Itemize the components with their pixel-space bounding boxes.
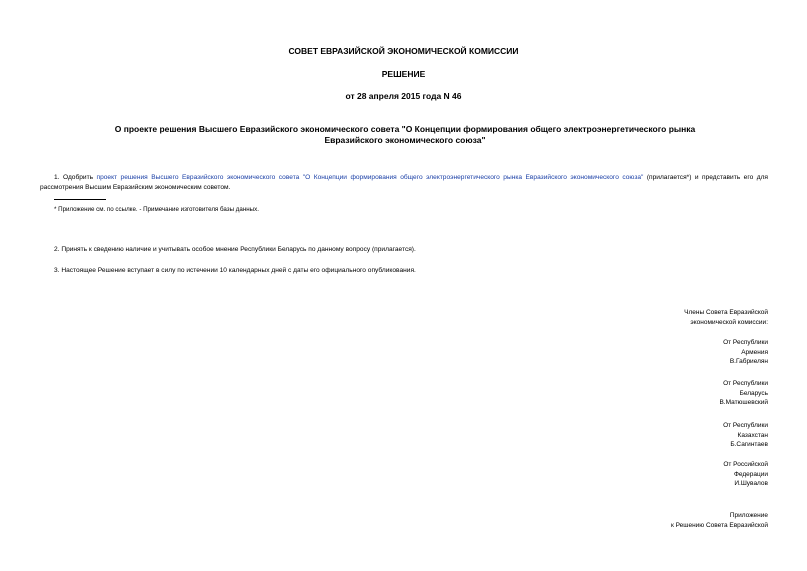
draft-decision-link[interactable]: проект решения Высшего Евразийского экономического совета "О Концепции формирования общего электроэнергетического рынка Евразийского экономического союза": [96, 174, 644, 181]
signature-name: В.Матюшевский: [719, 399, 768, 406]
signatures-intro: [684, 308, 768, 327]
paragraph-1: [40, 173, 768, 192]
appendix-line: к Решению Совета Евразийской: [670, 521, 768, 529]
document-subject: О проекте решения Высшего Евразийского экономического совета "О Концепции формирования общего электроэнергетического рынка Евразийского экономического союза": [114, 124, 696, 145]
signature-line: Казахстан: [737, 431, 768, 439]
paragraph-1-suffix: (прилагается*) и представить его для рассмотрения Высшим Евразийским экономическим советом.: [40, 174, 768, 191]
signature-line: Армения: [741, 348, 768, 356]
footnote-separator: [54, 199, 106, 200]
signature-armenia: [723, 338, 768, 367]
paragraph-3: 3. Настоящее Решение вступает в силу по истечении 10 календарных дней с даты его официального опубликования.: [54, 267, 416, 274]
signature-name: Б.Сагинтаев: [730, 441, 768, 448]
signature-russia: [723, 460, 768, 489]
paragraph-2: 2. Принять к сведению наличие и учитывать особое мнение Республики Беларусь по данному вопросу (прилагается).: [54, 246, 416, 253]
footnote: * Приложение см. по ссылке. - Примечание изготовителя базы данных.: [54, 206, 259, 213]
signature-line: Федерации: [733, 470, 768, 478]
signature-line: Беларусь: [739, 389, 768, 397]
signature-line: экономической комиссии:: [690, 318, 768, 326]
appendix-heading: [671, 511, 768, 530]
appendix-line: Приложение: [729, 512, 768, 519]
signature-name: В.Габриелян: [729, 358, 768, 365]
organization-title: СОВЕТ ЕВРАЗИЙСКОЙ ЭКОНОМИЧЕСКОЙ КОМИССИИ: [288, 46, 519, 56]
document-type: РЕШЕНИЕ: [381, 69, 426, 79]
signature-line: От Российской: [723, 461, 768, 468]
signature-line: От Республики: [723, 380, 768, 387]
signature-line: От Республики: [723, 339, 768, 346]
signature-belarus: [719, 379, 768, 408]
signature-line: От Республики: [723, 422, 768, 429]
signature-line: Члены Совета Евразийской: [684, 309, 768, 316]
paragraph-1-prefix: 1. Одобрить: [54, 174, 97, 181]
signature-kazakhstan: [723, 421, 768, 450]
signature-name: И.Шувалов: [734, 480, 768, 487]
document-date-number: от 28 апреля 2015 года N 46: [345, 91, 462, 101]
